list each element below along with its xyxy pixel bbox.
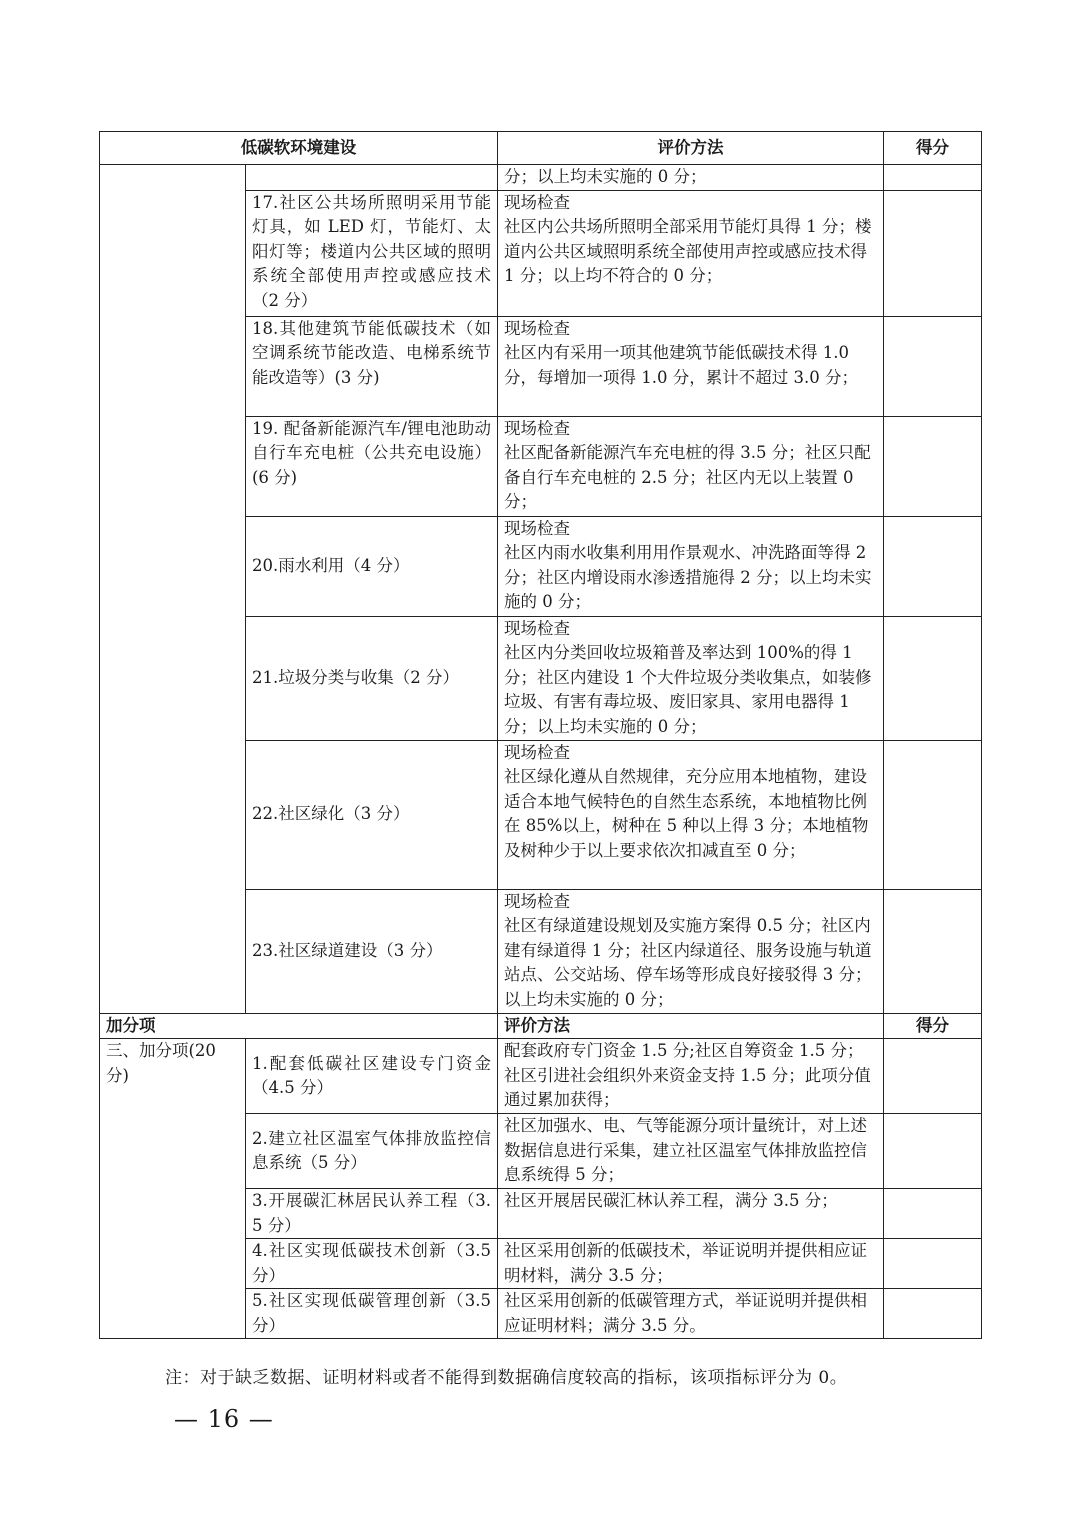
footnote: 注：对于缺乏数据、证明材料或者不能得到数据确信度较高的指标，该项指标评分为 0。 xyxy=(165,1368,848,1388)
item-label-cell: 21.垃圾分类与收集（2 分） xyxy=(246,616,498,740)
item-label-cell: 20.雨水利用（4 分） xyxy=(246,516,498,616)
table-header-row xyxy=(100,132,982,165)
bonus-category-cell: 三、加分项(20 分) xyxy=(100,1039,246,1339)
item-label-cell xyxy=(246,165,498,191)
score-cell xyxy=(884,165,982,191)
bonus-header-score: 得分 xyxy=(884,1013,982,1039)
score-cell xyxy=(884,740,982,889)
method-cell: 现场检查 社区内分类回收垃圾箱普及率达到 100%的得 1 分；社区内建设 1 个大件垃圾分类收集点，如装修垃圾、有害有毒垃圾、废旧家具、家用电器得 1 分；以上均未实施的 0 分； xyxy=(498,616,884,740)
item-label-cell: 18.其他建筑节能低碳技术（如空调系统节能改造、电梯系统节能改造等）(3 分) xyxy=(246,316,498,416)
header-method: 评价方法 xyxy=(498,132,884,165)
table-row xyxy=(100,165,982,191)
item-label-cell: 19. 配备新能源汽车/锂电池助动自行车充电桩（公共充电设施）(6 分) xyxy=(246,416,498,516)
header-category: 低碳软环境建设 xyxy=(100,132,498,165)
table-row xyxy=(100,1039,982,1114)
bonus-item-label-cell: 1.配套低碳社区建设专门资金（4.5 分） xyxy=(246,1039,498,1114)
score-cell xyxy=(884,1039,982,1114)
evaluation-table xyxy=(99,131,982,1339)
bonus-header-row xyxy=(100,1013,982,1039)
score-cell xyxy=(884,416,982,516)
score-cell xyxy=(884,316,982,416)
method-cell: 现场检查 社区配备新能源汽车充电桩的得 3.5 分；社区只配备自行车充电桩的 2.5 分；社区内无以上装置 0 分； xyxy=(498,416,884,516)
bonus-method-cell: 社区采用创新的低碳技术，举证说明并提供相应证明材料，满分 3.5 分； xyxy=(498,1239,884,1289)
page-number: — 16 — xyxy=(174,1405,274,1433)
method-cell: 现场检查 社区内公共场所照明全部采用节能灯具得 1 分；楼道内公共区域照明系统全部使用声控或感应技术得 1 分；以上均不符合的 0 分； xyxy=(498,190,884,316)
method-cell: 分；以上均未实施的 0 分； xyxy=(498,165,884,191)
score-cell xyxy=(884,616,982,740)
bonus-item-label-cell: 3.开展碳汇林居民认养工程（3.5 分） xyxy=(246,1189,498,1239)
method-cell: 现场检查 社区有绿道建设规划及实施方案得 0.5 分；社区内建有绿道得 1 分；社区内绿道径、服务设施与轨道站点、公交站场、停车场等形成良好接驳得 3 分；以上均未实施的 0 分； xyxy=(498,889,884,1013)
bonus-item-label-cell: 4.社区实现低碳技术创新（3.5 分） xyxy=(246,1239,498,1289)
item-label-cell: 23.社区绿道建设（3 分） xyxy=(246,889,498,1013)
bonus-method-cell: 社区采用创新的低碳管理方式，举证说明并提供相应证明材料；满分 3.5 分。 xyxy=(498,1289,884,1339)
score-cell xyxy=(884,1289,982,1339)
score-cell xyxy=(884,1239,982,1289)
score-cell xyxy=(884,1114,982,1189)
score-cell xyxy=(884,190,982,316)
score-cell xyxy=(884,889,982,1013)
method-cell: 现场检查 社区内雨水收集利用用作景观水、冲洗路面等得 2 分；社区内增设雨水渗透措施得 2 分；以上均未实施的 0 分； xyxy=(498,516,884,616)
bonus-item-label-cell: 5.社区实现低碳管理创新（3.5 分） xyxy=(246,1289,498,1339)
method-cell: 现场检查 社区内有采用一项其他建筑节能低碳技术得 1.0 分，每增加一项得 1.0 分，累计不超过 3.0 分； xyxy=(498,316,884,416)
header-score: 得分 xyxy=(884,132,982,165)
item-label-cell: 22.社区绿化（3 分） xyxy=(246,740,498,889)
score-cell xyxy=(884,516,982,616)
score-cell xyxy=(884,1189,982,1239)
bonus-method-cell: 社区开展居民碳汇林认养工程，满分 3.5 分； xyxy=(498,1189,884,1239)
bonus-header-category: 加分项 xyxy=(100,1013,498,1039)
item-label-cell: 17.社区公共场所照明采用节能灯具，如 LED 灯，节能灯、太阳灯等；楼道内公共区域的照明系统全部使用声控或感应技术（2 分） xyxy=(246,190,498,316)
bonus-method-cell: 配套政府专门资金 1.5 分;社区自筹资金 1.5 分；社区引进社会组织外来资金支持 1.5 分；此项分值通过累加获得； xyxy=(498,1039,884,1114)
method-cell: 现场检查 社区绿化遵从自然规律，充分应用本地植物，建设适合本地气候特色的自然生态系统，本地植物比例在 85%以上，树种在 5 种以上得 3 分；本地植物及树种少于以上要求依次扣减直至 0 分； xyxy=(498,740,884,889)
bonus-item-label-cell: 2.建立社区温室气体排放监控信息系统（5 分） xyxy=(246,1114,498,1189)
category-cell-blank xyxy=(100,165,246,1014)
bonus-method-cell: 社区加强水、电、气等能源分项计量统计，对上述数据信息进行采集，建立社区温室气体排放监控信息系统得 5 分； xyxy=(498,1114,884,1189)
bonus-header-method: 评价方法 xyxy=(498,1013,884,1039)
